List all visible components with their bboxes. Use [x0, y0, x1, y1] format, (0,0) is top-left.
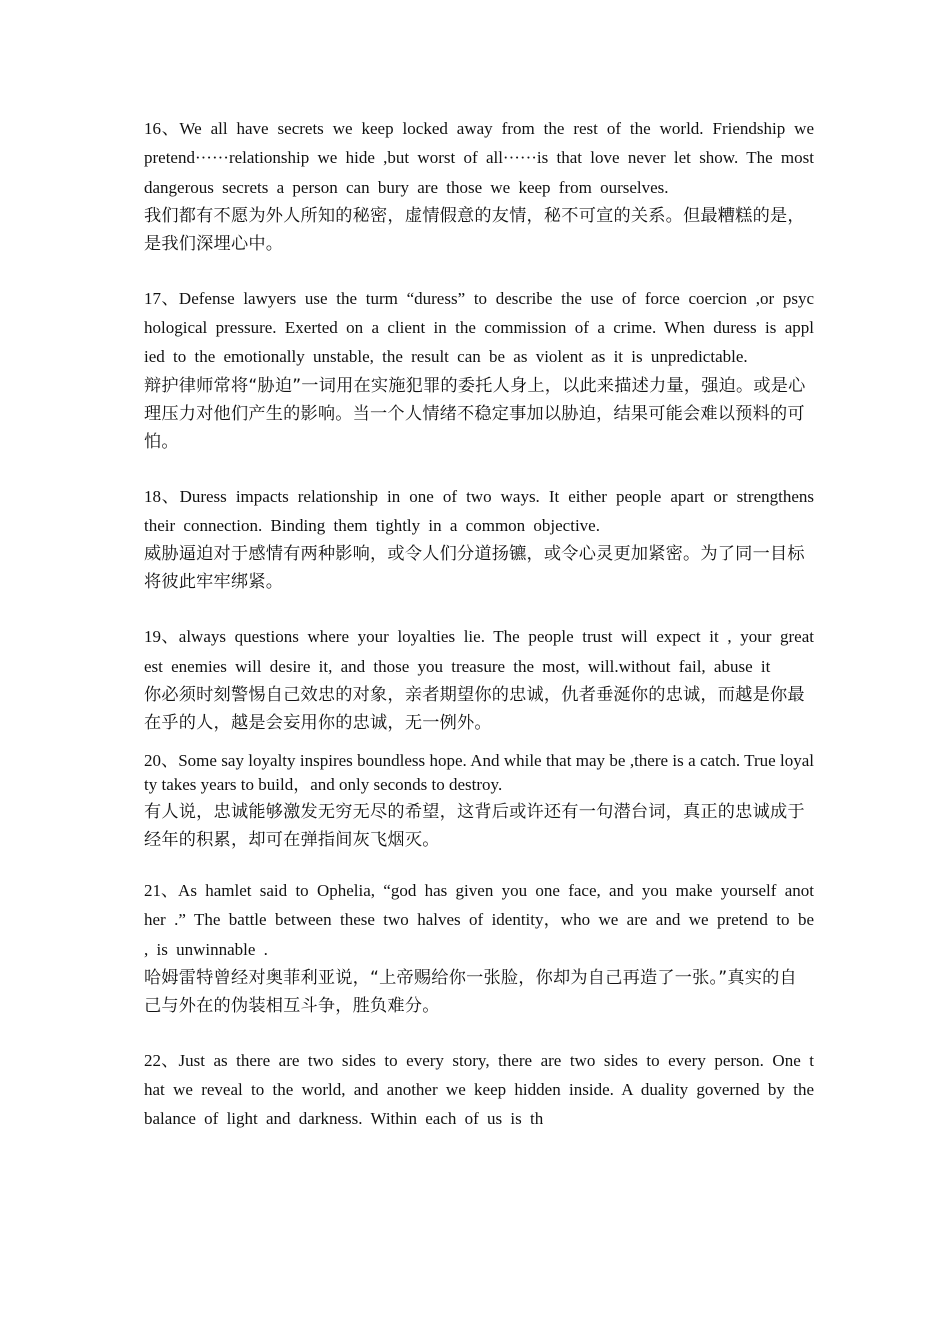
english-text: 20、Some say loyalty inspires boundless hope. And while that may be ,there is a catch. True loyalty takes years to build，and only seconds to destroy.: [144, 750, 814, 795]
english-text: 16、We all have secrets we keep locked away from the rest of the world. Friendship we pretend······relationship we hide ,but worst of all······is that love never let show. The most dangerous secrets a person can bury are those we keep from ourselves.: [144, 119, 814, 197]
spacer: [144, 456, 814, 482]
spacer: [144, 596, 814, 622]
entry-19: [144, 622, 814, 737]
chinese-translation: 我们都有不愿为外人所知的秘密，虚情假意的友情，秘不可宣的关系。但最糟糕的是，是我们深埋心中。: [144, 205, 805, 254]
entry-16: [144, 114, 814, 258]
english-text: 22、Just as there are two sides to every story, there are two sides to every person. One that we reveal to the world, and another we keep hidden inside. A duality governed by the balance of light and darkness. Within each of us is th: [144, 1050, 814, 1129]
english-text: 19、always questions where your loyalties lie. The people trust will expect it , your greatest enemies will desire it, and those you treasure the most, will.without fail, abuse it: [144, 627, 814, 676]
entry-17: [144, 284, 814, 456]
spacer: [144, 854, 814, 876]
chinese-translation: 哈姆雷特曾经对奥菲利亚说，“上帝赐给你一张脸，你却为自己再造了一张。”真实的自己与外在的伪装相互斗争，胜负难分。: [144, 967, 797, 1016]
entry-18: [144, 482, 814, 597]
entry-22: [144, 1046, 814, 1134]
entry-21: [144, 876, 814, 1020]
chinese-translation: 你必须时刻警惕自己效忠的对象，亲者期望你的忠诚，仇者垂涎你的忠诚，而越是你最在乎的人，越是会妄用你的忠诚，无一例外。: [144, 684, 805, 733]
chinese-translation: 辩护律师常将“胁迫”一词用在实施犯罪的委托人身上，以此来描述力量，强迫。或是心理压力对他们产生的影响。当一个人情绪不稳定事加以胁迫，结果可能会难以预料的可怕。: [144, 375, 806, 452]
english-text: 18、Duress impacts relationship in one of two ways. It either people apart or strengthens their connection. Binding them tightly in a common objective.: [144, 486, 814, 536]
english-text: 21、As hamlet said to Ophelia, “god has given you one face, and you make yourself another .” The battle between these two halves of identity，who we are and we pretend to be , is unwinnable .: [144, 880, 814, 959]
entry-20: [144, 749, 814, 854]
spacer: [144, 1020, 814, 1046]
document-page: [144, 114, 814, 1134]
chinese-translation: 威胁逼迫对于感情有两种影响，或令人们分道扬镳，或令心灵更加紧密。为了同一目标将彼此牢牢绑紧。: [144, 544, 805, 593]
chinese-translation: 有人说，忠诚能够激发无穷无尽的希望，这背后或许还有一句潜台词，真正的忠诚成于经年的积累，却可在弹指间灰飞烟灭。: [144, 801, 805, 850]
spacer: [144, 258, 814, 284]
english-text: 17、Defense lawyers use the turm “duress” to describe the use of force coercion ,or psychological pressure. Exerted on a client in the commission of a crime. When duress is applied to the emotionally unstable, the result can be as violent as it is unpredictable.: [144, 288, 814, 367]
spacer: [144, 737, 814, 749]
